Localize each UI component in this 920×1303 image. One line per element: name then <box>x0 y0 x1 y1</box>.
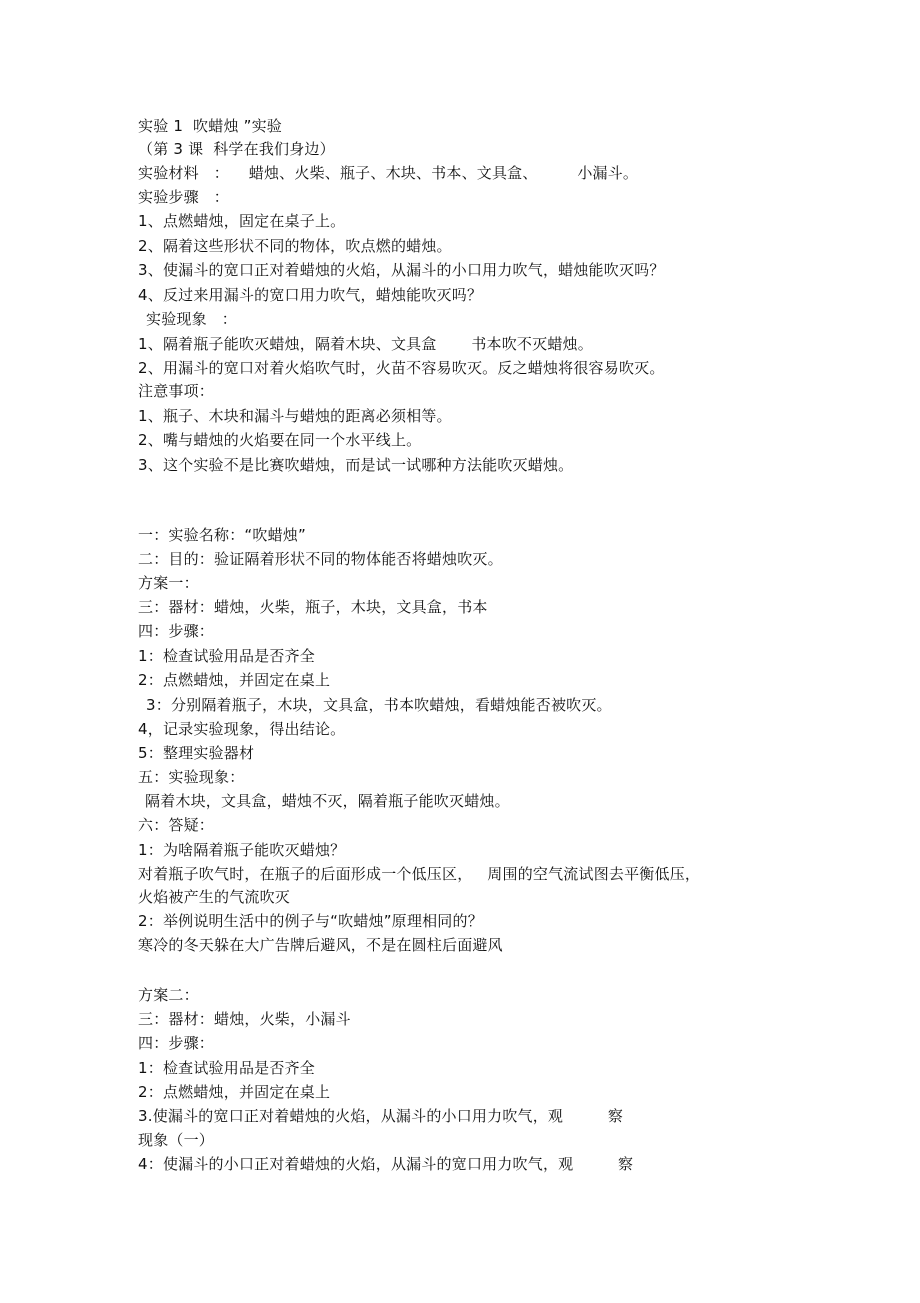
plan2-step: 2：点燃蜡烛，并固定在桌上 <box>138 1083 331 1101</box>
plan1-heading: 方案一： <box>138 574 199 592</box>
plan1-step: 3：分别隔着瓶子，木块，文具盒，书本吹蜡烛，看蜡烛能否被吹灭。 <box>146 696 612 714</box>
note-item: 3、这个实验不是比赛吹蜡烛，而是试一试哪种方法能吹灭蜡烛。 <box>138 456 574 474</box>
phenomena-item: 1、隔着瓶子能吹灭蜡烛，隔着木块、文具盒 书本吹不灭蜡烛。 <box>138 335 593 353</box>
plan1-question: 2：举例说明生活中的例子与“吹蜡烛”原理相同的？ <box>138 912 483 930</box>
plan1-step: 1：检查试验用品是否齐全 <box>138 647 315 665</box>
note-item: 1、瓶子、木块和漏斗与蜡烛的距离必须相等。 <box>138 407 452 425</box>
plan2-step: 现象（一） <box>138 1131 215 1149</box>
phenomena-item: 2、用漏斗的宽口对着火焰吹气时，火苗不容易吹灭。反之蜡烛将很容易吹灭。 <box>138 359 665 377</box>
plan2-equipment: 三：器材：蜡烛，火柴，小漏斗 <box>138 1010 351 1028</box>
plan2-step: 4：使漏斗的小口正对着蜡烛的火焰，从漏斗的宽口用力吹气，观 察 <box>138 1155 634 1173</box>
plan1-step: 5：整理实验器材 <box>138 744 255 762</box>
plan2-step: 1：检查试验用品是否齐全 <box>138 1059 315 1077</box>
phenomena-heading: 实验现象 ： <box>146 310 237 328</box>
experiment-name: 一：实验名称：“吹蜡烛” <box>138 526 306 544</box>
note-item: 2、嘴与蜡烛的火焰要在同一个水平线上。 <box>138 431 422 449</box>
experiment-title: 实验 1 吹蜡烛 ”实验 <box>138 117 282 135</box>
plan1-phenomenon: 隔着木块，文具盒，蜡烛不灭，隔着瓶子能吹灭蜡烛。 <box>145 792 510 810</box>
experiment-purpose: 二：目的：验证隔着形状不同的物体能否将蜡烛吹灭。 <box>138 550 503 568</box>
plan2-step: 3.使漏斗的宽口正对着蜡烛的火焰，从漏斗的小口用力吹气，观 察 <box>138 1107 624 1125</box>
step-item: 2、隔着这些形状不同的物体，吹点燃的蜡烛。 <box>138 237 452 255</box>
plan2-steps-heading: 四：步骤： <box>138 1034 215 1052</box>
steps-heading: 实验步骤 ： <box>138 188 229 206</box>
plan1-answer: 寒冷的冬天躲在大广告牌后避风，不是在圆柱后面避风 <box>138 936 503 954</box>
materials-line: 实验材料 ： 蜡烛、火柴、瓶子、木块、书本、文具盒、 小漏斗。 <box>138 164 639 182</box>
plan1-phenomenon-heading: 五：实验现象： <box>138 768 245 786</box>
step-item: 1、点燃蜡烛，固定在桌子上。 <box>138 212 346 230</box>
notes-heading: 注意事项： <box>138 382 215 400</box>
step-item: 3、使漏斗的宽口正对着蜡烛的火焰，从漏斗的小口用力吹气，蜡烛能吹灭吗？ <box>138 261 665 279</box>
plan1-step: 2：点燃蜡烛，并固定在桌上 <box>138 671 331 689</box>
plan1-answer: 火焰被产生的气流吹灭 <box>138 888 291 906</box>
plan1-steps-heading: 四：步骤： <box>138 622 215 640</box>
step-item: 4、反过来用漏斗的宽口用力吹气，蜡烛能吹灭吗？ <box>138 286 483 304</box>
plan1-step: 4，记录实验现象，得出结论。 <box>138 720 346 738</box>
plan1-answer: 对着瓶子吹气时，在瓶子的后面形成一个低压区， 周围的空气流试图去平衡低压， <box>138 865 701 883</box>
lesson-subtitle: （第 3 课 科学在我们身边） <box>138 140 335 158</box>
plan1-question: 1：为啥隔着瓶子能吹灭蜡烛？ <box>138 841 346 859</box>
plan2-heading: 方案二： <box>138 986 199 1004</box>
plan1-equipment: 三：器材：蜡烛，火柴，瓶子，木块，文具盒，书本 <box>138 598 488 616</box>
plan1-qa-heading: 六：答疑： <box>138 816 215 834</box>
